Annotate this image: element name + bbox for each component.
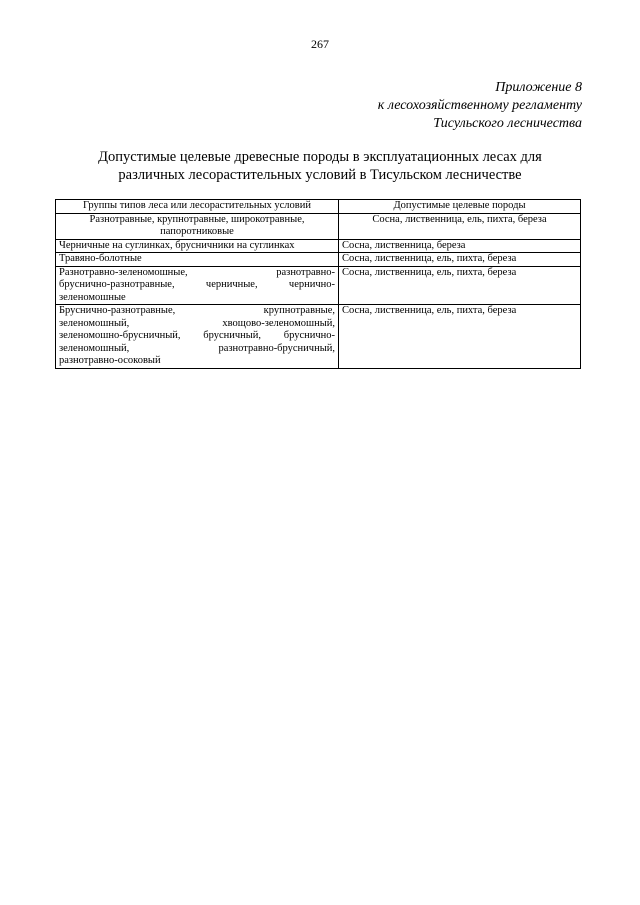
appendix-heading: [378, 79, 582, 133]
cell-line: зеленомошные: [59, 291, 126, 303]
species-cell: Сосна, лиственница, ель, пихта, береза: [339, 266, 581, 305]
species-cell: Сосна, лиственница, береза: [339, 239, 581, 253]
table-row: [56, 305, 581, 369]
cell-line: Травяно-болотные: [59, 253, 142, 264]
forest-group-cell: [56, 239, 339, 253]
cell-line: Бруснично-разнотравные, крупнотравные,: [59, 305, 335, 316]
table-row: [56, 213, 581, 239]
species-table: [55, 199, 581, 369]
forest-group-cell: [56, 266, 339, 305]
cell-line: Черничные на суглинках, брусничники на суглинках: [59, 239, 295, 251]
cell-line: бруснично-разнотравные, черничные, чернично-: [59, 279, 335, 290]
cell-line: зеленомошный, хвощово-зеленомошный,: [59, 317, 335, 329]
table-row: [56, 266, 581, 305]
cell-line: разнотравно-осоковый: [59, 355, 161, 366]
forest-group-cell: [56, 305, 339, 369]
species-cell: Сосна, лиственница, ель, пихта, береза: [339, 213, 581, 239]
appendix-line: Приложение 8: [495, 80, 582, 95]
cell-line: Разнотравные, крупнотравные, широкотравные,: [89, 213, 305, 225]
species-cell: Сосна, лиственница, ель, пихта, береза: [339, 253, 581, 267]
table-header-row: [56, 200, 581, 214]
cell-line: зеленомошно-брусничный, брусничный, бруснично-: [59, 330, 335, 341]
column-header-forest-groups: Группы типов леса или лесорастительных условий: [56, 200, 339, 214]
column-header-target-species: Допустимые целевые породы: [339, 200, 581, 214]
forest-group-cell: [56, 253, 339, 267]
document-title: [60, 148, 580, 184]
species-cell: Сосна, лиственница, ель, пихта, береза: [339, 305, 581, 369]
appendix-line: к лесохозяйственному регламенту: [377, 98, 582, 113]
table-row: [56, 253, 581, 267]
appendix-line: Тисульского лесничества: [433, 116, 582, 131]
title-line: различных лесорастительных условий в Тисульском лесничестве: [118, 167, 522, 183]
cell-line: папоротниковые: [160, 226, 234, 237]
page-number: 267: [311, 37, 329, 51]
table-row: [56, 239, 581, 253]
title-line: Допустимые целевые древесные породы в эксплуатационных лесах для: [98, 149, 542, 165]
cell-line: зеленомошный, разнотравно-брусничный,: [59, 342, 335, 354]
cell-line: Разнотравно-зеленомошные, разнотравно-: [59, 266, 335, 278]
forest-group-cell: [56, 213, 339, 239]
